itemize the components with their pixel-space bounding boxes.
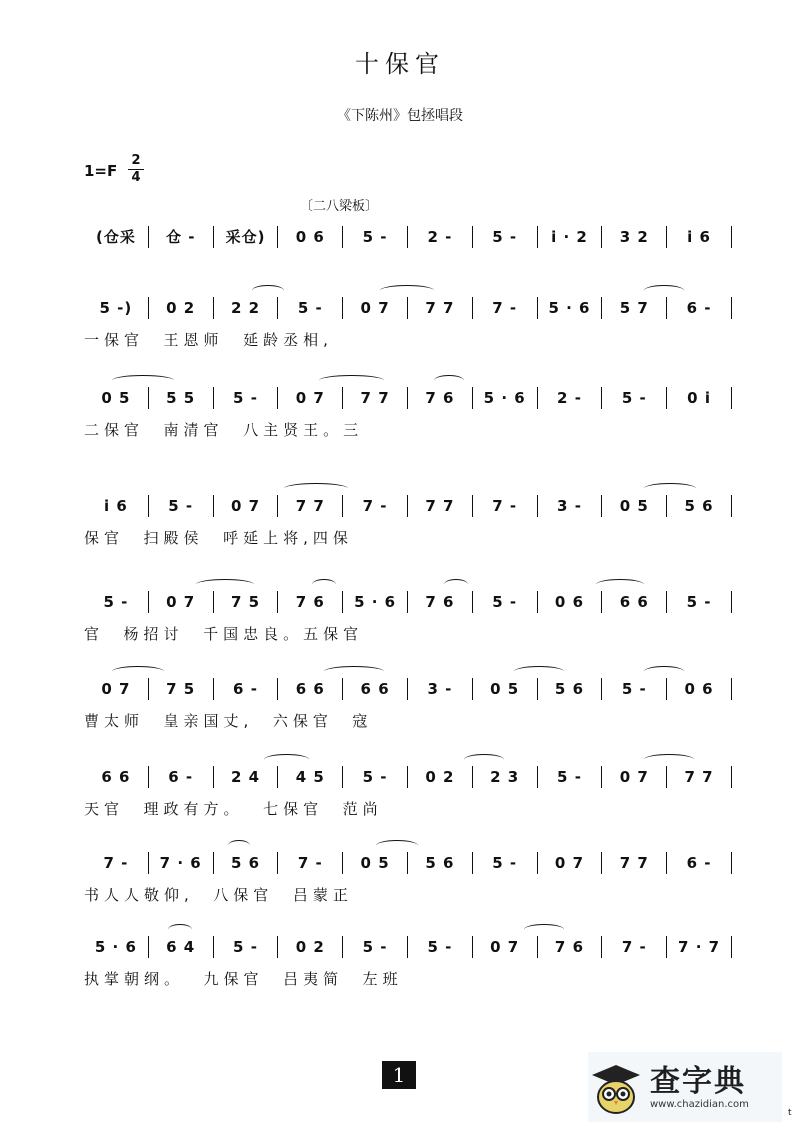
slur [524, 924, 564, 935]
slur [196, 579, 254, 590]
measure: 5 · 6 [538, 297, 603, 319]
measure: 5 · 6 [343, 591, 408, 613]
page-number: 1 [382, 1061, 416, 1089]
measure: 7 6 [538, 936, 603, 958]
notes-row [84, 222, 732, 252]
slur [112, 375, 174, 386]
measure: 6 6 [343, 678, 408, 700]
key-signature: 1=F [84, 162, 118, 180]
lyrics-row: 曹太师 皇亲国丈, 六保官 寇 [84, 712, 373, 730]
measure: 7 7 [278, 495, 343, 517]
measure: 0 2 [149, 297, 214, 319]
measure: 6 6 [602, 591, 667, 613]
measure: 5 6 [214, 852, 279, 874]
notes-row [84, 674, 732, 704]
measure: 0 6 [278, 226, 343, 248]
measure: 5 6 [408, 852, 473, 874]
measure: 2 2 [214, 297, 279, 319]
measure: 0 5 [343, 852, 408, 874]
watermark-url: www.chazidian.com [650, 1098, 749, 1110]
measure: 5 - [473, 591, 538, 613]
lyrics-row: 天官 理政有方。 七保官 范尚 [84, 800, 383, 818]
slur [644, 754, 694, 765]
time-sig-top: 2 [131, 153, 141, 168]
notes-row [84, 383, 732, 413]
tempo-marking: 〔二八梁板〕 [300, 199, 379, 214]
slur [444, 579, 468, 590]
subtitle: 《下陈州》包拯唱段 [337, 108, 463, 124]
corner-text: t [788, 1108, 792, 1118]
measure: 7 7 [602, 852, 667, 874]
measure: 6 4 [149, 936, 214, 958]
slur [644, 285, 684, 296]
lyrics-row: 官 杨招讨 千国忠良。五保官 [84, 625, 364, 643]
time-signature [128, 154, 144, 185]
slur [252, 285, 284, 296]
measure: 5 - [602, 678, 667, 700]
measure: 2 - [408, 226, 473, 248]
slur [324, 666, 384, 677]
measure: 7 - [343, 495, 408, 517]
graduate-owl-icon [588, 1059, 644, 1115]
measure: 7 - [602, 936, 667, 958]
measure: 7 5 [214, 591, 279, 613]
measure: 7 7 [667, 766, 732, 788]
measure: 3 - [538, 495, 603, 517]
slur [312, 579, 336, 590]
measure: 2 - [538, 387, 603, 409]
measure: 5 - [84, 591, 149, 613]
measure: 7 - [473, 495, 538, 517]
measure: 采仓) [214, 226, 279, 248]
slur [514, 666, 564, 677]
measure: 6 - [667, 852, 732, 874]
measure: 7 6 [408, 591, 473, 613]
measure: 5 - [343, 226, 408, 248]
measure: 0 7 [214, 495, 279, 517]
lyrics-row: 执掌朝纲。 九保官 吕夷简 左班 [84, 970, 403, 988]
measure: 7 - [473, 297, 538, 319]
measure: 0 7 [278, 387, 343, 409]
measure: 5 - [214, 936, 279, 958]
measure: 0 7 [84, 678, 149, 700]
measure: 5 · 6 [473, 387, 538, 409]
lyrics-row: 二保官 南清官 八主贤王。三 [84, 421, 364, 439]
measure: 0 6 [667, 678, 732, 700]
measure: 0 2 [408, 766, 473, 788]
slur [464, 754, 504, 765]
measure: 5 - [602, 387, 667, 409]
measure: (仓采 [84, 226, 149, 248]
measure: 5 - [149, 495, 214, 517]
measure: 6 - [667, 297, 732, 319]
notes-row [84, 491, 732, 521]
measure: 0 7 [473, 936, 538, 958]
measure: 3 2 [602, 226, 667, 248]
measure: 7 7 [343, 387, 408, 409]
measure: 5 - [473, 852, 538, 874]
lyrics-row: 一保官 王恩师 延龄丞相, [84, 331, 333, 349]
measure: 6 6 [278, 678, 343, 700]
slur [264, 754, 309, 765]
measure: 5 -) [84, 297, 149, 319]
measure: 7 6 [278, 591, 343, 613]
measure: i · 2 [538, 226, 603, 248]
measure: 4 5 [278, 766, 343, 788]
measure: i 6 [667, 226, 732, 248]
measure: 0 i [667, 387, 732, 409]
measure: 7 · 6 [149, 852, 214, 874]
measure: 7 6 [408, 387, 473, 409]
slur [644, 666, 684, 677]
measure: 6 6 [84, 766, 149, 788]
measure: 5 · 6 [84, 936, 149, 958]
measure: 5 - [278, 297, 343, 319]
watermark [588, 1052, 782, 1122]
measure: 7 5 [149, 678, 214, 700]
measure: 0 7 [149, 591, 214, 613]
measure: 5 5 [149, 387, 214, 409]
measure: 0 2 [278, 936, 343, 958]
measure: 7 - [278, 852, 343, 874]
measure: 5 - [343, 936, 408, 958]
measure: 5 - [343, 766, 408, 788]
lyrics-row: 保官 扫殿侯 呼延上将,四保 [84, 529, 353, 547]
measure: 0 7 [538, 852, 603, 874]
measure: 5 7 [602, 297, 667, 319]
slur [596, 579, 644, 590]
measure: 0 5 [602, 495, 667, 517]
measure: 7 7 [408, 297, 473, 319]
lyrics-row: 书人人敬仰, 八保官 吕蒙正 [84, 886, 353, 904]
notes-row [84, 848, 732, 878]
slur [380, 285, 434, 296]
measure: 5 - [538, 766, 603, 788]
measure: 0 6 [538, 591, 603, 613]
slur [168, 924, 192, 935]
slur [284, 483, 348, 494]
measure: 5 6 [667, 495, 732, 517]
measure: 5 - [473, 226, 538, 248]
measure: 3 - [408, 678, 473, 700]
time-sig-bottom: 4 [131, 170, 141, 185]
measure: 0 7 [602, 766, 667, 788]
slur [644, 483, 696, 494]
measure: 5 - [408, 936, 473, 958]
measure: 6 - [214, 678, 279, 700]
notes-row [84, 762, 732, 792]
measure: 0 5 [473, 678, 538, 700]
measure: i 6 [84, 495, 149, 517]
measure: 2 4 [214, 766, 279, 788]
measure: 6 - [149, 766, 214, 788]
page-title: 十保官 [355, 50, 445, 78]
watermark-brand: 查字典 [650, 1063, 746, 1099]
measure: 仓 - [149, 226, 214, 248]
measure: 2 3 [473, 766, 538, 788]
slur [112, 666, 164, 677]
notes-row [84, 587, 732, 617]
notes-row [84, 293, 732, 323]
measure: 5 - [214, 387, 279, 409]
slur [434, 375, 464, 386]
measure: 0 5 [84, 387, 149, 409]
measure: 7 · 7 [667, 936, 732, 958]
slur [319, 375, 384, 386]
slur [228, 840, 250, 851]
slur [376, 840, 418, 851]
measure: 5 - [667, 591, 732, 613]
measure: 5 6 [538, 678, 603, 700]
measure: 7 - [84, 852, 149, 874]
notes-row [84, 932, 732, 962]
measure: 0 7 [343, 297, 408, 319]
measure: 7 7 [408, 495, 473, 517]
